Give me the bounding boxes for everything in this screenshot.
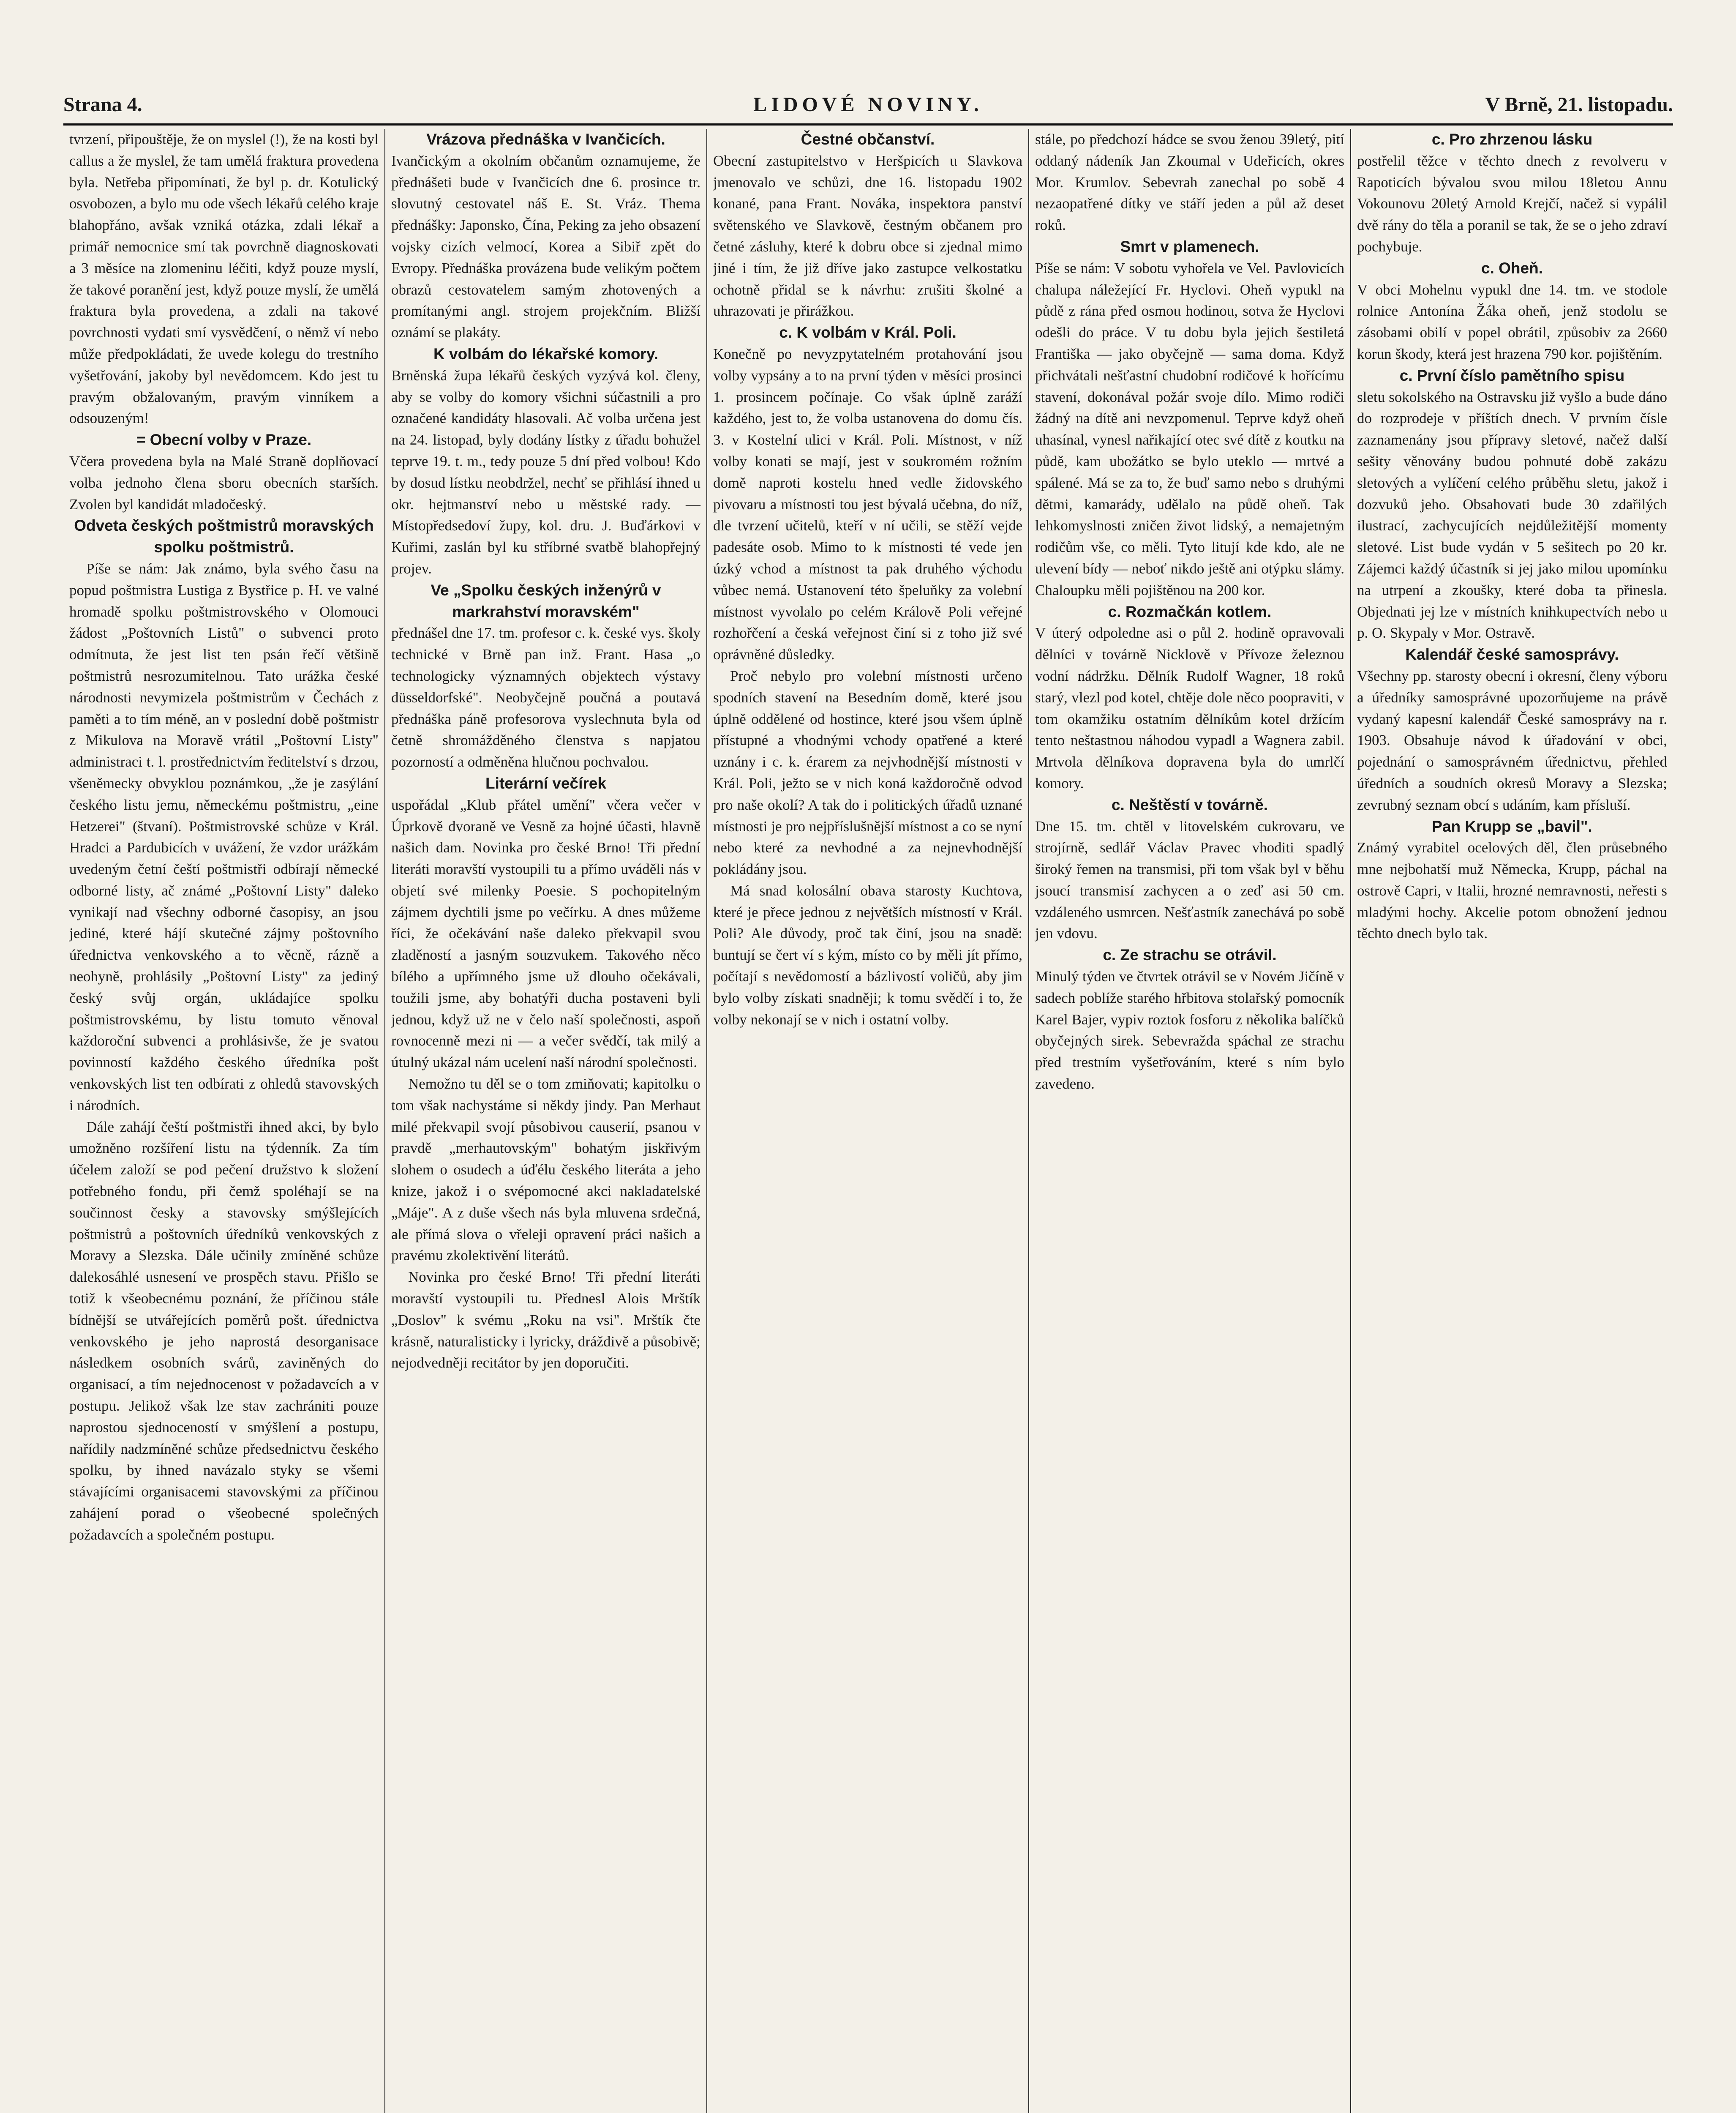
masthead: LIDOVÉ NOVINY. xyxy=(753,93,983,116)
article-headline: Pan Krupp se „bavil". xyxy=(1432,817,1592,835)
article-paragraph: Obecní zastupitelstvo v Heršpicích u Slavkova jmenovalo ve schůzi, dne 16. listopadu 1902 konané, pana Frant. Nováka, inspektora panství světenského ve Slavkově, čestným občanem pro četné zásluhy, které k dobru obce si zjednal mimo jiné i tím, že již dříve jako zastupce velkostatku ochotně přidal se k návrhu: zrušiti školné a uhrazovati je přirážkou. xyxy=(713,152,1022,319)
article-paragraph: V obci Mohelnu vypukl dne 14. tm. ve stodole rolnice Antonína Žáka oheň, jenž stodolu se zásobami obilí v popel obrátil, způsobiv za 2660 korun škody, která jest hrazena 790 kor. pojištěním. xyxy=(1357,281,1667,362)
column-2 xyxy=(385,129,707,2113)
article-headline: K volbám do lékařské komory. xyxy=(433,345,658,363)
column-4 xyxy=(1029,129,1351,2113)
article-paragraph: postřelil těžce v těchto dnech z revolveru v Rapoticích bývalou svou milou 18letou Annu Vokounovu 20letý Arnold Krejčí, načež si vypálil dvě rány do těla a poranil se tak, že se o jeho zdraví pochybuje. xyxy=(1357,152,1667,255)
column-1 xyxy=(63,129,385,2113)
article-paragraph: Brněnská župa lékařů českých vyzývá kol. členy, aby se volby do komory všichni súčastnili a pro označené kandidáty hlasovali. Ač volba určena jest na 24. listopad, byly dodány lístky z úřadu bohužel teprve 19. t. m., tedy pouze 5 dní před volbou! Kdo by dosud lístku neobdržel, nechť se přihlásí ihned u okr. hejtmanství nebo u městské rady. — Místopředsedoví župy, kol. dru. J. Buďárkovi v Kuřimi, zaslán byl ku stříbrné svatbě blahopřejný projev. xyxy=(391,367,700,577)
article-headline: Vrázova přednáška v Ivančicích. xyxy=(426,131,665,148)
article-headline: Kalendář české samosprávy. xyxy=(1405,646,1619,663)
article-paragraph: Nemožno tu děl se o tom zmiňovati; kapitolku o tom však nachystáme si někdy jindy. Pan Merhaut milé překvapil svojí působivou causerií, psanou v pravdě „merhautovským" bohatým jiskřivým slohem o osudech a úďélu českého literáta a jeho knize, jakož i o svépomocné akci nakladatelské „Máje". A z duše všech nás byla mluvena srdečná, ale přímá slova o vřeleji opravení práci našich a pravému zkolektivění literátů. xyxy=(391,1076,700,1264)
article-headline: c. Neštěstí v továrně. xyxy=(1111,796,1268,814)
article-headline: c. Ze strachu se otrávil. xyxy=(1103,946,1277,964)
article-paragraph: Dále zahájí čeští poštmistři ihned akci, by bylo umožněno rozšíření listu na týdenník. Za tím účelem založí se pod pečení družstvo k složení potřebného fondu, při čemž spoléhají se na součinnost česky a stavovsky smýšlejících poštmistrů a poštovních úředníků venkovských z Moravy a Slezska. Dále učinily zmíněné schůze dalekosáhlé usnesení ve prospěch stavu. Přišlo se totiž k všeobecnému poznání, že příčinou stále bídnější se utvářejících poměrů pošt. úřednictva venkovského je jeho naprostá desorganisace následkem osobních svárů, zaviněných do organisací, a tím nejednocenost v požadavcích a v postupu. Jelikož však lze stav zachrániti pouze naprostou sjednoceností v smýšlení a postupu, nařídily nadzmíněné schůze předsednictvu českého spolku, by ihned navázalo styky se všemi stávajícími organisacemi stavovskými za příčinou zahájení porad o všeobecné společných požadavcích a společném postupu. xyxy=(69,1118,379,1543)
page-number: Strana 4. xyxy=(63,93,142,116)
article-headline: Ve „Spolku českých inženýrů v markrahství moravském" xyxy=(431,581,661,620)
article-headline: Čestné občanství. xyxy=(801,131,935,148)
article-headline: = Obecní volby v Praze. xyxy=(136,431,312,449)
article-paragraph: Novinka pro české Brno! Tři přední literáti moravští vystoupili tu. Přednesl Alois Mrštík „Doslov" k svému „Roku na vsi". Mrštík čte krásně, naturalisticky i lyricky, dráždivě a působivě; nejodvedněji recitátor by jen doporučiti. xyxy=(391,1269,700,1371)
article-paragraph: Všechny pp. starosty obecní i okresní, členy výboru a úředníky samosprávné upozorňujeme na právě vydaný kapesní kalendář České samosprávy na r. 1903. Obsahuje návod k úřadování v obci, pojednání o samosprávném úřednictvu, přehled úředních a soudních okresů Moravy a Slezska; zevrubný seznam obcí s udáním, kam přísluší. xyxy=(1357,667,1667,813)
article-paragraph: stále, po předchozí hádce se svou ženou 39letý, pití oddaný nádeník Jan Zkoumal v Udeřicích, okres Mor. Krumlov. Sebevrah zanechal po sobě 4 nezaopatřené dítky ve stáří jeden a půl až deset roků. xyxy=(1035,131,1344,234)
article-paragraph: sletu sokolského na Ostravsku již vyšlo a bude dáno do rozprodeje v příštích dnech. V prvním čísle zaznamenány jsou přípravy sletové, načež další sešity věnovány budou pohnuté době zakázu sletových a vylíčení celého průběhu sletu, jakož i dozvuků jeho. Obsahovati bude 30 zdařilých ilustrací, zachycujících nejdůležitější momenty sletové. List bude vydán v 5 sešitech po 20 kr. Zájemci každý účastník si jej jako milou upomínku na utrpení a zkoušky, které doba ta přinesla. Objednati jej lze v místních knihkupectvích nebo u p. O. Skypaly v Mor. Ostravě. xyxy=(1357,388,1667,642)
article-paragraph: Konečně po nevyzpytatelném protahování jsou volby vypsány a to na první týden v měsíci prosinci 1. prosincem počínaje. Co však úplně zaráží každého, jest to, že volba ustanovena do domu čís. 3. v Kostelní ulici v Král. Poli. Místnost, v níž volby konati se mají, jest v soukromém rožním domě naproti kostelu hned vedle židovského pivovaru a místnosti tou jest bývalá učebna, do níž, dle tvrzení učitelů, kteří v ní učili, se stěží vejde padesáte osob. Mimo to k místnosti té vede jen úzký vchod a místnost ta pak druhého východu vůbec nemá. Ustanovení této špeluňky za volební místnost vyvolalo po celém Králově Poli veřejné rozhořčení a česká veřejnost činí si z toho již své oprávněné důsledky. xyxy=(713,345,1022,663)
article-headline: Odveta českých poštmistrů moravských spolku poštmistrů. xyxy=(74,517,374,556)
article-paragraph: Proč nebylo pro volební místnosti určeno spodních stavení na Besedním domě, které jsou úplně oddělené od hostince, které jsou všem úplně přístupné a vhodnými vchody opatřené a které uznány i c. k. érarem za nejvhodnější místnosti v Král. Poli, ježto se v nich koná každoročně odvod pro naše okolí? A tak do i politických úřadů uznané místnosti je pro nejpříslušnější místnost a co se nyní nebo které za nevhodné a za nejnevhodnější pokládány jsou. xyxy=(713,667,1022,878)
article-paragraph: Známý vyrabitel ocelových děl, člen průsebného mne nejbohatší muž Německa, Krupp, páchal na ostrově Capri, v Italii, hrozné nemravnosti, neřesti s mladými hochy. Akcelie potom obnožení jednou těchto dnech bylo tak. xyxy=(1357,839,1667,942)
article-paragraph: uspořádal „Klub přátel umění" včera večer v Úprkově dvoraně ve Vesně za hojné účasti, hlavně našich dam. Novinka pro české Brno! Tři přední literáti moravští vystoupili tu a přímo uváděli nás v objetí své milenky Poesie. S pochopitelným zájmem dychtili jsme po večírku. A dnes můžeme říci, že očekávání naše daleko překvapil svou zladěností a jasným souzvukem. Takového něco bílého a upřímného jsme už dlouho očekávali, toužili jsme, aby bohatýři ducha postaveni byli jednou, když už ne v čelo naší společnosti, aspoň rovnocenně mezi ni — a večer svědčí, tak milý a útulný ukázal nám ucelení naší národní společnosti. xyxy=(391,796,700,1071)
article-paragraph: Včera provedena byla na Malé Straně doplňovací volba jednoho člena sboru obecních starších. Zvolen byl kandidát mladočeský. xyxy=(69,453,379,513)
article-headline: c. Oheň. xyxy=(1481,259,1543,277)
article-headline: Smrt v plamenech. xyxy=(1120,238,1259,255)
issue-date: V Brně, 21. listopadu. xyxy=(1485,93,1673,116)
article-headline: c. Pro zhrzenou lásku xyxy=(1431,131,1593,148)
article-paragraph: Ivančickým a okolním občanům oznamujeme, že přednášeti bude v Ivančicích dne 6. prosince tr. slovutný cestovatel náš E. St. Vráz. Thema přednášky: Japonsko, Čína, Peking za jeho obsazení vojsky cizích velmocí, Korea a Sibiř zpět do Evropy. Přednáška provázena bude velikým počtem obrazů cestovatelem samým zhotovených a promítanými angl. strojem projekčním. Bližší oznámí se plakáty. xyxy=(391,152,700,341)
article-paragraph: Píše se nám: Jak známo, byla svého času na popud poštmistra Lustiga z Bystřice p. H. ve valné hromadě spolku poštmistrovského v Olomouci žádost „Poštovních Listů" o subvenci proto odmítnuta, že jest list ten psán řečí většině poštmistrů nesrozumitelnou. Tato urážka české národnosti nevymizela poštmistrům v Čechách z paměti a to tím méně, an v poslední době poštmistr z Mikulova na Moravě vrátil „Poštovní Listy" administraci t. l. prostřednictvím ředitelství s drzou, všeněmecky obvyklou poznámkou, „že je zasýlání českého listu jemu, německému poštmistru, „eine Hetzerei" (štvaní). Poštmistrovské schůze v Král. Hradci a Pardubicích v uvážení, že vzdor urážkám uvedeným četní čeští poštmistři odbírají německé odborné listy, ač známé „Poštovní Listy" daleko vynikají nad všechny odborné časopisy, an jsou jediné, které hájí skutečné zájmy poštovního úřednictva venkovského a to věcně, rázně a neohyně, prohlásily „Poštovní Listy" za jediný český svůj orgán, ukládajíce spolku poštmistrovskému, by listu tomuto věnoval každoroční subvenci a prohlásivše, že je svatou povinností každého českého úředníka pošt venkovských list ten odbírati z ohledů stavovských i národních. xyxy=(69,560,379,1114)
article-headline: Literární večírek xyxy=(485,774,606,792)
page-header xyxy=(63,93,1673,118)
article-paragraph: Má snad kolosální obava starosty Kuchtova, které je přece jednou z největších místností v Král. Poli? Ale důvody, proč tak činí, jsou na snadě: buntují se čert ví s kým, místo co by měli jít přímo, počítají s nevědomostí a bázlivostí voličů, aby jim bylo volby získati snadněji; k tomu svědčí i to, že volby nekonají se v nich i ostatní volby. xyxy=(713,882,1022,1028)
article-headline: c. Rozmačkán kotlem. xyxy=(1108,603,1272,620)
article-headline: c. První číslo pamětního spisu xyxy=(1399,366,1625,384)
article-paragraph: tvrzení, připouštěje, že on myslel (!), že na kosti byl callus a že myslel, že tam umělá fraktura provedena byla. Netřeba připomínati, že byl p. dr. Kotulický osvobozen, a bylo mu ode všech lékařů celého kraje blahopřáno, avšak vzniká otázka, zdali lékař a primář nemocnice smí tak povrchně diagnoskovati a 3 měsíce na zlomeninu léčiti, když pouze myslí, že takové poranění jest, když pouze myslí, že umělá fraktura byla provedena, a zdali na takové povrchnosti vydati smí vysvědčení, o němž ví nebo může předpokládati, že uvede kolegu do trestního vyšetřování, jakoby byl nevědomcem. Kdo jest tu pravým obžalovaným, pravým vinníkem a odsouzeným! xyxy=(69,131,379,427)
article-paragraph: Minulý týden ve čtvrtek otrávil se v Novém Jičíně v sadech poblíže starého hřbitova stolařský pomocník Karel Bajer, vypiv roztok fosforu z několika balíčků obyčejných sirek. Sebevražda spáchal ze strachu před trestním vyšetřováním, které s ním bylo zavedeno. xyxy=(1035,968,1344,1092)
header-rule xyxy=(63,123,1673,126)
article-paragraph: Píše se nám: V sobotu vyhořela ve Vel. Pavlovicích chalupa náležející Fr. Hyclovi. Oheň vypukl na půdě z rána před osmou hodinou, sotva že Hyclovi odešli do práce. V tu dobu byla jejich šestiletá Františka — jako obyčejně — sama doma. Když přichvátali nešťastní chudobní rodičové k hořícímu stavení, dokonával požár svoje dílo. Mimo rodiči žádný na dítě ani nevzpomenul. Teprve když oheň uhasínal, vynesl nařikající otec své dítě z koutku na půdě, kam ubožátko se bylo uteklo — mrtvé a spálené. Má se za to, že buď samo nebo s druhými dětmi, kamarády, udělalo na půdě oheň. Tak lehkomyslnosti zničen život lidský, a nemajetným rodičům vše, co měli. Tyto litují kde kdo, ale ne ulevení bídy — neboť nikdo ještě ani otýpku slámy. Chaloupku měli pojištěnou na 200 kor. xyxy=(1035,259,1344,598)
article-paragraph: přednášel dne 17. tm. profesor c. k. české vys. školy technické v Brně pan inž. Frant. Hasa „o technologicky významných objektech výstavy düsseldorfské". Neobyčejně poučná a poutavá přednáška páně profesorova vyslechnuta byla od četně shromážděného členstva s napjatou pozorností a odměněna hlučnou pochvalou. xyxy=(391,625,700,770)
article-headline: c. K volbám v Král. Poli. xyxy=(779,324,957,341)
column-5 xyxy=(1351,129,1673,2113)
article-paragraph: Dne 15. tm. chtěl v litovelském cukrovaru, ve strojírně, sedlář Václav Pravec vhoditi spadlý široký řemen na transmisi, při tom však byl v běhu jsoucí transmisí zachycen a o zeď asi 50 cm. vzdáleného usmrcen. Nešťastník zanechává po sobě jen vdovu. xyxy=(1035,818,1344,942)
article-columns xyxy=(63,129,1673,2113)
article-paragraph: V úterý odpoledne asi o půl 2. hodině opravovali dělníci v továrně Nicklově v Přívoze železnou vodní nádržku. Dělník Rudolf Wagner, 18 roků starý, vlezl pod kotel, chtěje dole něco poopraviti, v tom okamžiku ostatním dělníkům kotel držícím tento neštastnou náhodou vypadl a Wagnera zabil. Mrtvola dělníkova dopravena byla do umrlčí komory. xyxy=(1035,625,1344,792)
column-3 xyxy=(707,129,1029,2113)
